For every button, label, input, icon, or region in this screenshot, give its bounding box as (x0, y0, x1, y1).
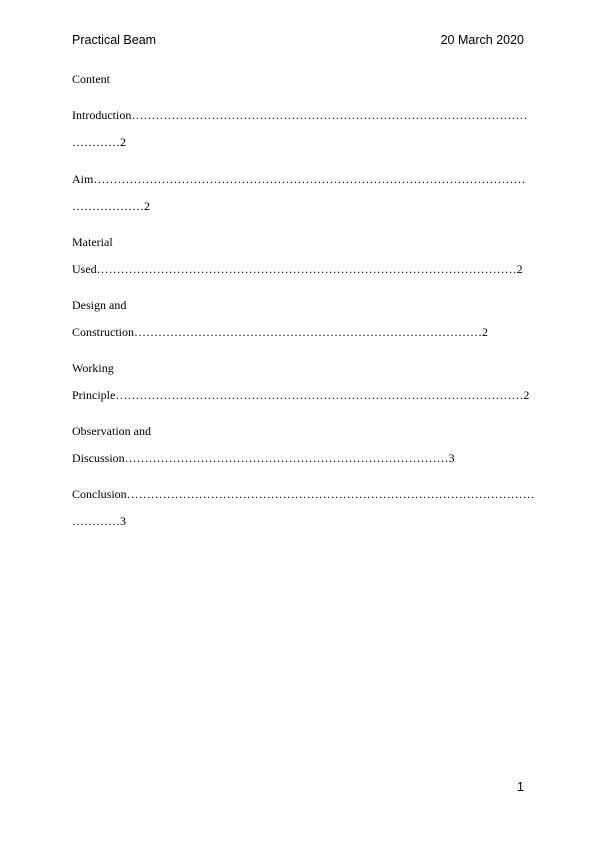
page-header (72, 33, 524, 47)
toc-entry-aim: Aim……………………………………………………………………………………………… (72, 172, 526, 186)
toc-heading: Content (72, 72, 110, 86)
toc-entry-introduction-page: …………2 (72, 135, 126, 149)
toc-entry-design-page: Construction……………………………………………………………………………2 (72, 325, 488, 339)
page-number: 1 (517, 780, 524, 794)
toc-entry-design: Design and (72, 298, 127, 312)
toc-entry-introduction: Introduction……………………………………………………………………………………… (72, 108, 528, 122)
toc-entry-aim-page: ………………2 (72, 199, 150, 213)
toc-entry-conclusion-page: …………3 (72, 514, 126, 528)
toc-entry-working-page: Principle…………………………………………………………………………………………2 (72, 388, 530, 402)
toc-entry-observation-page: Discussion………………………………………………………………………3 (72, 451, 455, 465)
toc-entry-observation: Observation and (72, 424, 151, 438)
document-date: 20 March 2020 (440, 33, 524, 47)
toc-entry-material-page: Used……………………………………………………………………………………………2 (72, 262, 523, 276)
toc-entry-working: Working (72, 361, 114, 375)
toc-entry-conclusion: Conclusion………………………………………………………………………………………… (72, 487, 535, 501)
toc-entry-material: Material (72, 235, 113, 249)
document-title: Practical Beam (72, 33, 157, 47)
